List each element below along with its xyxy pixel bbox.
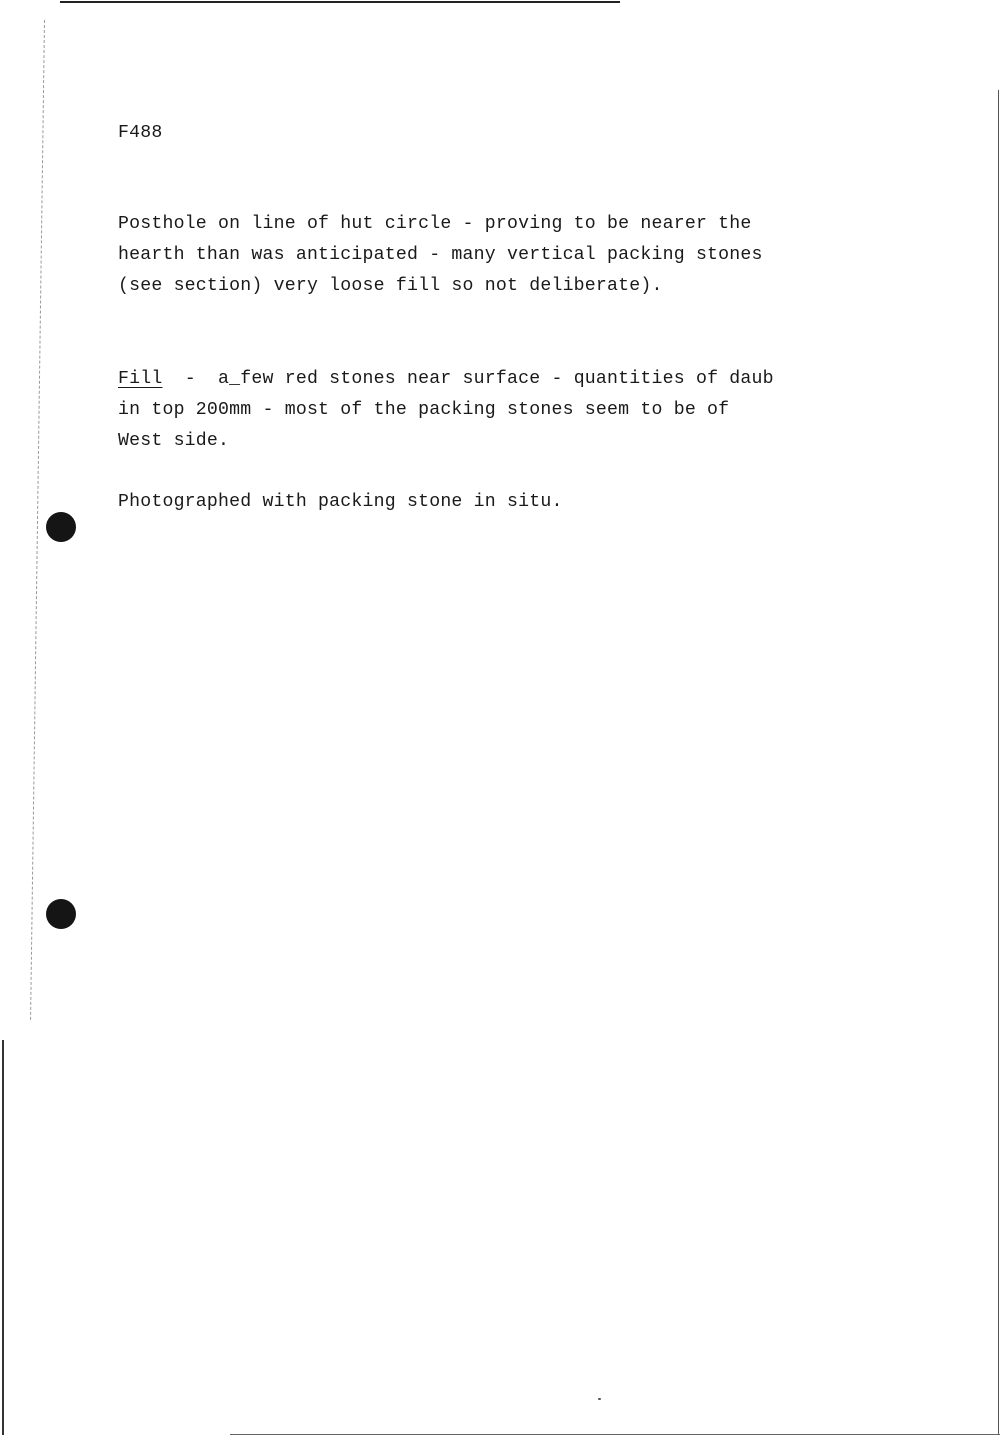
text-line: in top 200mm - most of the packing stones seem to be of — [118, 400, 730, 420]
text-line: hearth than was anticipated - many vertical packing stones — [118, 245, 763, 265]
scan-edge-left — [2, 1040, 4, 1435]
scan-edge-right — [998, 90, 999, 1435]
text-line: - a_few red stones near surface - quantities of daub — [162, 369, 774, 389]
text-line: (see section) very loose fill so not deliberate). — [118, 276, 663, 296]
margin-perforation — [30, 20, 45, 1020]
punch-hole-icon — [46, 512, 76, 542]
feature-reference: F488 — [118, 123, 163, 143]
photo-note: Photographed with packing stone in situ. — [118, 492, 563, 512]
punch-hole-icon — [46, 899, 76, 929]
fill-label: Fill — [118, 369, 163, 389]
fill-paragraph — [118, 364, 774, 457]
text-line: Posthole on line of hut circle - proving to be nearer the — [118, 214, 752, 234]
scan-edge-top — [60, 1, 620, 3]
description-paragraph — [118, 209, 763, 302]
scan-speck — [598, 1398, 601, 1400]
text-line: West side. — [118, 431, 230, 451]
